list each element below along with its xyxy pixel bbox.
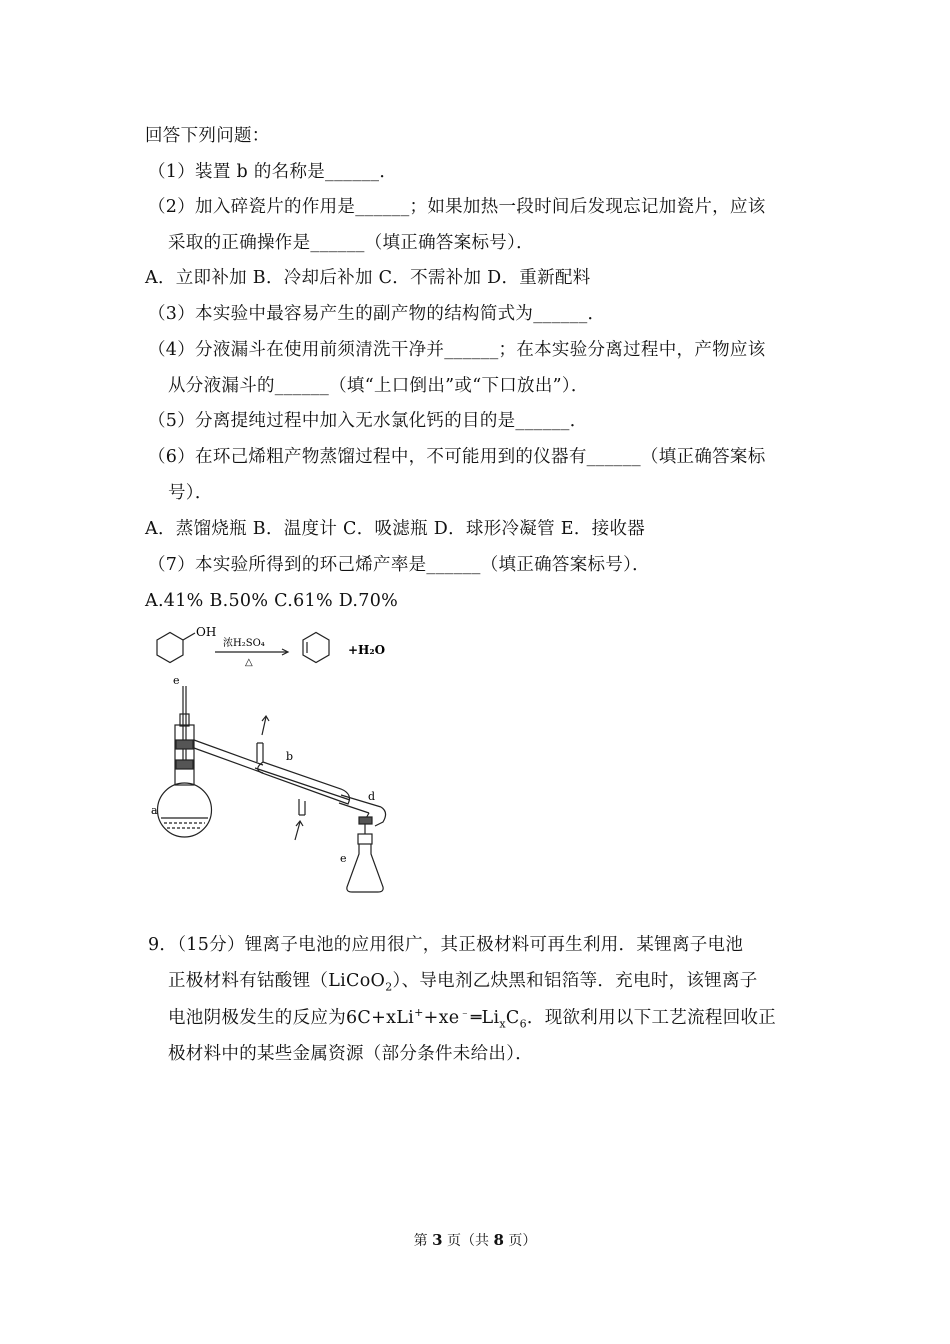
cyclohexanol-ring [157, 633, 183, 663]
round-bottom-flask [158, 783, 212, 837]
question-4-line-2: 从分液漏斗的______（填“上口倒出”或“下口放出”）． [168, 376, 589, 396]
label-b: b [286, 750, 294, 763]
distilling-flask-neck [175, 725, 194, 785]
label-e-bottom: e [340, 852, 347, 865]
label-d: d [368, 790, 376, 803]
heat-label: △ [245, 657, 253, 668]
question-4-line-1: （4）分液漏斗在使用前须清洗干净并______；在本实验分离过程中，产物应该 [148, 340, 766, 360]
question-2-line-1: （2）加入碎瓷片的作用是______；如果加热一段时间后发现忘记加瓷片，应该 [148, 197, 766, 217]
question-2-options: A．立即补加 B．冷却后补加 C．不需补加 D．重新配料 [145, 268, 591, 288]
question-2-line-2: 采取的正确操作是______（填正确答案标号）． [168, 233, 534, 253]
question-7: （7）本实验所得到的环己烯产率是______（填正确答案标号）． [148, 555, 650, 575]
question-3: （3）本实验中最容易产生的副产物的结构简式为______． [148, 304, 606, 324]
question-9-line-3: 电池阴极发生的反应为$6C+xLi^++xe^﹣═Li_xC_6$．现欲利用以下工艺流程回收正 [168, 1006, 777, 1031]
oh-label: OH [196, 625, 217, 639]
condenser [258, 762, 350, 804]
label-e-top: e [173, 674, 180, 687]
distillation-figure [145, 622, 410, 897]
question-1: （1）装置 b 的名称是______． [148, 162, 398, 182]
page-footer: 第 3 页（共 8 页） [413, 1231, 537, 1249]
water-product-label: +H₂O [348, 643, 386, 657]
reagent-label: 浓H₂SO₄ [223, 638, 265, 649]
question-6-options: A．蒸馏烧瓶 B．温度计 C．吸滤瓶 D．球形冷凝管 E．接收器 [145, 519, 646, 539]
question-5: （5）分离提纯过程中加入无水氯化钙的目的是______． [148, 411, 588, 431]
question-6-line-2: 号）． [168, 483, 213, 503]
question-9-line-2: 正极材料有钴酸锂（LiCoO$_2$）、导电剂乙炔黑和铝箔等．充电时，该锂离子 [168, 971, 758, 994]
label-a: a [151, 804, 158, 817]
question-6-line-1: （6）在环己烯粗产物蒸馏过程中，不可能用到的仪器有______（填正确答案标 [148, 447, 766, 467]
question-9-line-1: 9．（15分）锂离子电池的应用很广，其正极材料可再生利用．某锂离子电池 [148, 935, 744, 955]
page-number: 3 [432, 1231, 443, 1249]
total-pages: 8 [493, 1231, 504, 1249]
question-7-options: A.41% B.50% C.61% D.70% [145, 591, 399, 611]
receiving-flask [347, 844, 383, 892]
question-9-line-4: 极材料中的某些金属资源（部分条件未给出）． [168, 1044, 534, 1064]
intro-text: 回答下列问题： [145, 126, 270, 146]
